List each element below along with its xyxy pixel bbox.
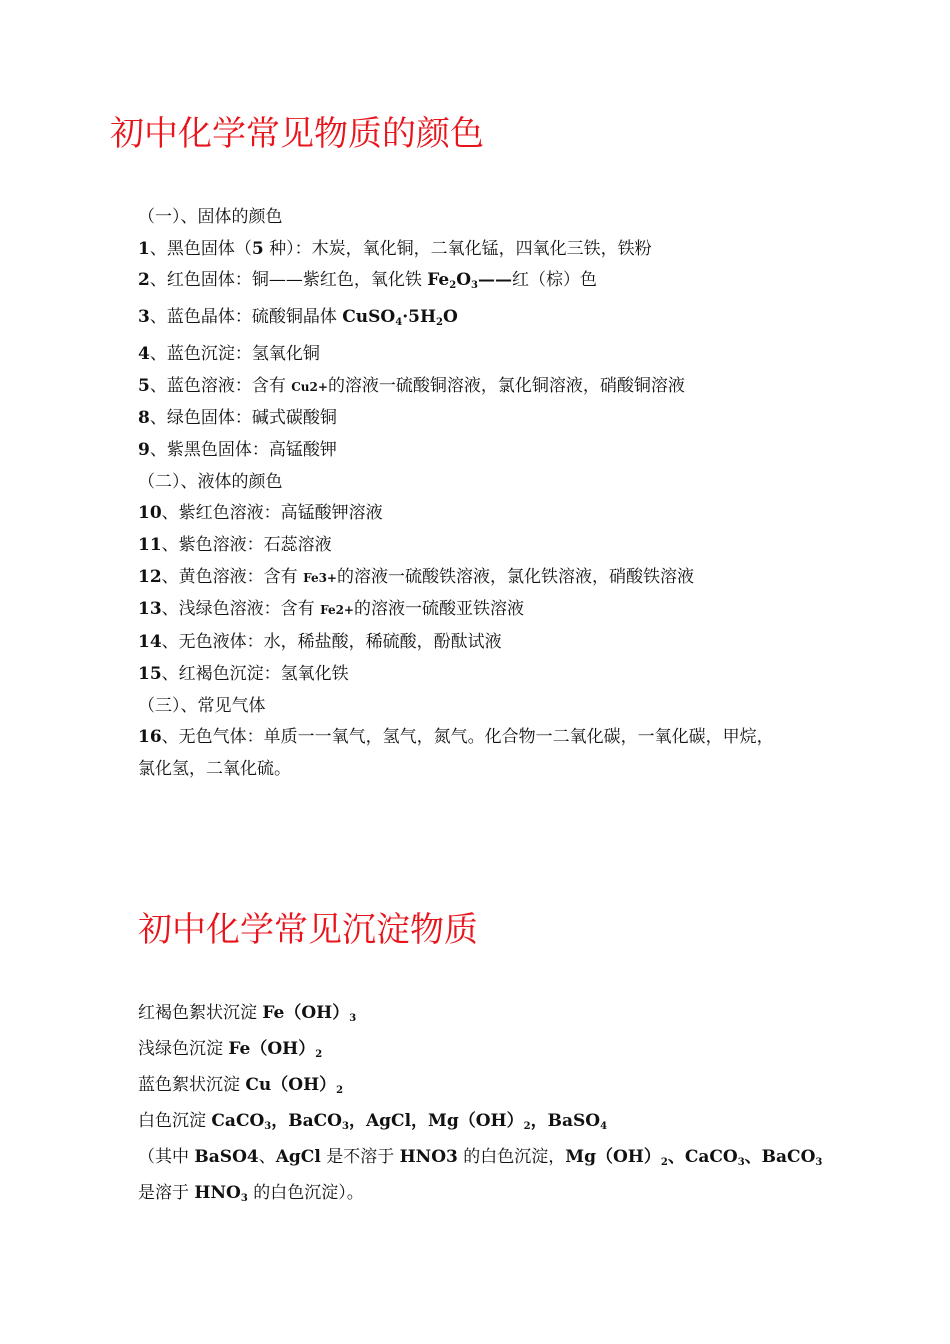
list-item: 白色沉淀 CaCO$_3$，BaCO$_3$，AgCl，$Mg(OH)_2$，BaSO$_4$ [138,1111,608,1132]
list-item: 9、紫黑色固体：高锰酸钾 [138,439,337,460]
list-item: 3、蓝色晶体：硫酸铜晶体 $CuSO_4\cdot 5H_2O$ [138,307,458,329]
list-item: 浅绿色沉淀 $Fe(OH)_2$ [138,1039,323,1060]
list-item: 12、黄色溶液：含有 Fe3+的溶液一硫酸铁溶液，氯化铁溶液，硝酸铁溶液 [138,566,694,587]
list-item: 红褐色絮状沉淀 $Fe(OH)_3$ [138,1003,357,1024]
list-item: 2、红色固体：铜——紫红色，氧化铁 $Fe_2O_3——$红（棕）色 [138,270,597,292]
list-item: 13、浅绿色溶液：含有 Fe2+的溶液一硫酸亚铁溶液 [138,599,524,620]
solid-header: （一）、固体的颜色 [138,207,283,227]
list-item: 11、紫色溶液：石蕊溶液 [138,535,332,556]
list-item: 8、绿色固体：碱式碳酸铜 [138,408,337,429]
list-item: 16、无色气体：单质一一氧气，氢气，氮气。化合物一二氧化碳，一氧化碳，甲烷， [138,727,774,748]
liquid-header: （二）、液体的颜色 [138,471,283,492]
list-item: 1、黑色固体（5 种）：木炭，氧化铜，二氧化锰，四氧化三铁，铁粉 [138,238,652,259]
gas-header: （三）、常见气体 [138,695,266,716]
list-item: 14、无色液体：水，稀盐酸，稀硫酸，酚酞试液 [138,632,502,653]
precipitate-section [138,998,850,1214]
list-item: 4、蓝色沉淀：氢氧化铜 [138,343,320,364]
section-title: 初中化学常见沉淀物质 [138,910,478,950]
list-item-continuation: 氯化氢，二氧化硫。 [138,758,291,779]
list-item-continuation: 是溶于 $HNO_3$ 的白色沉淀）。 [138,1183,364,1204]
color-section [138,202,850,786]
list-item: 10、紫红色溶液：高锰酸钾溶液 [138,503,383,524]
page-title: 初中化学常见物质的颜色 [110,114,484,154]
list-item: 5、蓝色溶液：含有 Cu2+的溶液一硫酸铜溶液，氯化铜溶液，硝酸铜溶液 [138,375,685,396]
list-item: （其中 BaSO4、AgCl 是不溶于 HNO3 的白色沉淀，$Mg(OH)_2$、CaCO$_3$、BaCO$_3$ [138,1147,823,1168]
list-item: 15、红褐色沉淀：氢氧化铁 [138,663,349,684]
list-item: 蓝色絮状沉淀 $Cu(OH)_2$ [138,1075,344,1096]
